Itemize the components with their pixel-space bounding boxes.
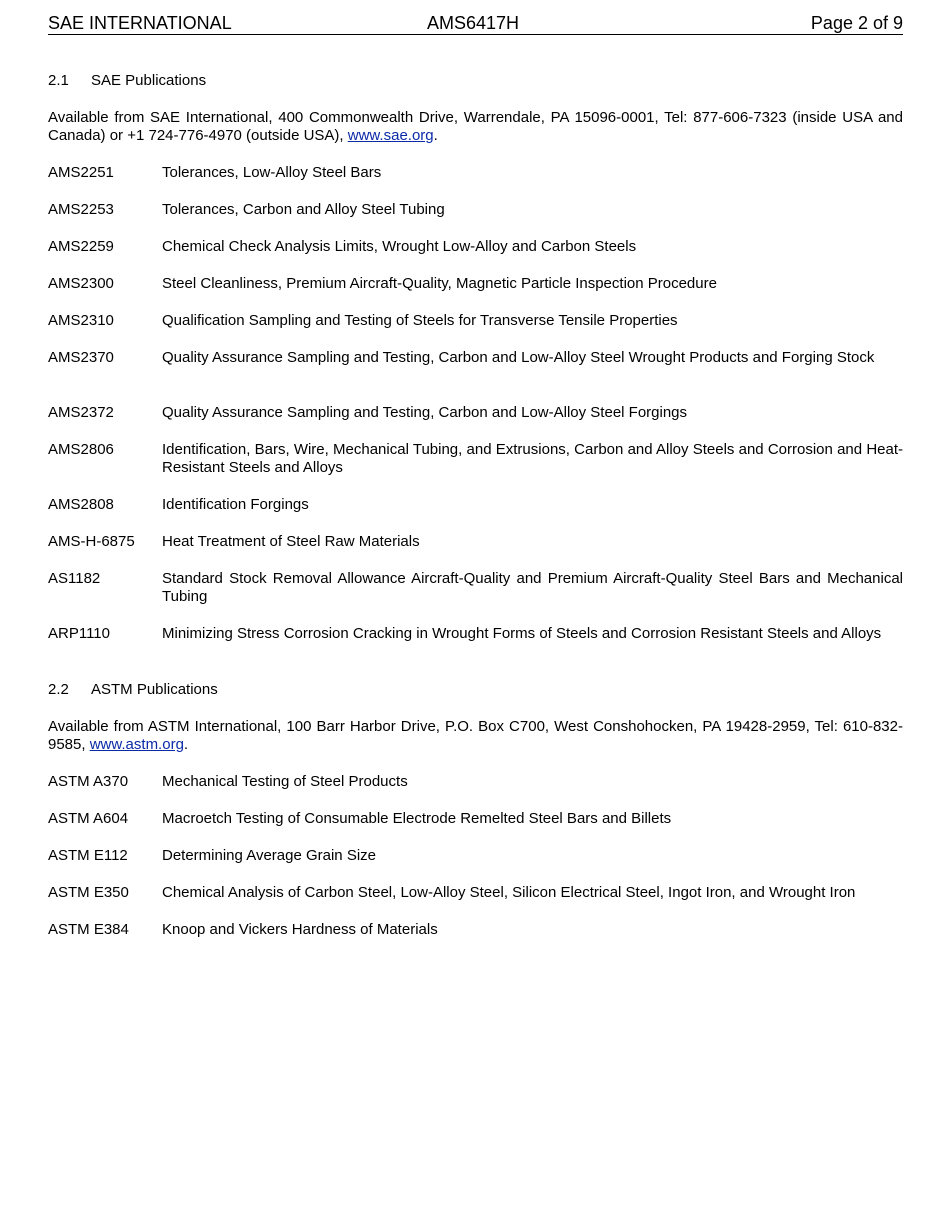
reference-code: AMS2253 [48, 201, 114, 218]
reference-code: AMS2808 [48, 496, 114, 513]
reference-code: AMS-H-6875 [48, 533, 135, 550]
astm-availability-tail: . [183, 736, 189, 753]
astm-availability-paragraph [48, 718, 903, 754]
sae-website-link[interactable]: www.sae.org [347, 127, 434, 144]
reference-code: ARP1110 [48, 625, 110, 642]
page-header [48, 0, 903, 35]
header-page-number: Page 2 of 9 [810, 13, 903, 33]
reference-code: AMS2370 [48, 349, 114, 366]
reference-code: ASTM E350 [48, 884, 129, 901]
reference-title: Determining Average Grain Size [162, 847, 376, 864]
section-number: 2.1 [48, 72, 69, 89]
reference-title: Standard Stock Removal Allowance Aircraft-Quality and Premium Aircraft-Quality Steel Bars and Mechanical Tubing [162, 570, 903, 605]
reference-title: Identification, Bars, Wire, Mechanical Tubing, and Extrusions, Carbon and Alloy Steels and Corrosion and Heat-Resistant Steels and Alloys [162, 441, 903, 476]
reference-title: Quality Assurance Sampling and Testing, Carbon and Low-Alloy Steel Forgings [162, 404, 688, 421]
astm-website-link[interactable]: www.astm.org [89, 736, 184, 753]
reference-title: Tolerances, Low-Alloy Steel Bars [162, 164, 382, 181]
document-page [48, 0, 903, 938]
reference-title: Knoop and Vickers Hardness of Materials [162, 921, 438, 938]
reference-title: Minimizing Stress Corrosion Cracking in Wrought Forms of Steels and Corrosion Resistant Steels and Alloys [162, 625, 882, 642]
reference-title: Heat Treatment of Steel Raw Materials [162, 533, 420, 550]
reference-title: Identification Forgings [162, 496, 309, 513]
reference-code: ASTM A604 [48, 810, 129, 827]
astm-availability-text: Available from ASTM International, 100 Barr Harbor Drive, P.O. Box C700, West Conshohocken, PA 19428-2959, Tel: 610-832-9585, [48, 718, 903, 753]
reference-title: Chemical Check Analysis Limits, Wrought Low-Alloy and Carbon Steels [162, 238, 637, 255]
reference-code: AMS2300 [48, 275, 114, 292]
reference-title: Mechanical Testing of Steel Products [162, 773, 408, 790]
reference-code: ASTM A370 [48, 773, 129, 790]
section-number: 2.2 [48, 681, 69, 698]
reference-title: Steel Cleanliness, Premium Aircraft-Quality, Magnetic Particle Inspection Procedure [162, 275, 717, 292]
reference-code: AMS2310 [48, 312, 114, 329]
sae-availability-text: Available from SAE International, 400 Commonwealth Drive, Warrendale, PA 15096-0001, Tel: 877-606-7323 (inside USA and Canada) or +1 724-776-4970 (outside USA), [48, 109, 903, 144]
section-title: ASTM Publications [91, 681, 218, 698]
header-organization: SAE INTERNATIONAL [48, 13, 232, 33]
reference-code: ASTM E384 [48, 921, 129, 938]
sae-availability-tail: . [433, 127, 438, 144]
sae-availability-paragraph [48, 109, 903, 145]
section-title: SAE Publications [91, 72, 207, 89]
reference-title: Macroetch Testing of Consumable Electrode Remelted Steel Bars and Billets [162, 810, 672, 827]
reference-code: AMS2806 [48, 441, 114, 458]
reference-title: Qualification Sampling and Testing of Steels for Transverse Tensile Properties [162, 312, 678, 329]
section-heading-sae [48, 72, 206, 90]
reference-title: Chemical Analysis of Carbon Steel, Low-Alloy Steel, Silicon Electrical Steel, Ingot Iron, and Wrought Iron [162, 884, 856, 901]
reference-code: AMS2372 [48, 404, 114, 421]
header-document-number: AMS6417H [427, 13, 520, 33]
reference-code: AMS2259 [48, 238, 114, 255]
reference-title: Quality Assurance Sampling and Testing, Carbon and Low-Alloy Steel Wrought Products and Forging Stock [162, 349, 875, 366]
reference-code: AS1182 [48, 570, 101, 587]
reference-code: AMS2251 [48, 164, 114, 181]
section-heading-astm [48, 681, 218, 699]
reference-code: ASTM E112 [48, 847, 128, 864]
reference-title: Tolerances, Carbon and Alloy Steel Tubing [162, 201, 445, 218]
